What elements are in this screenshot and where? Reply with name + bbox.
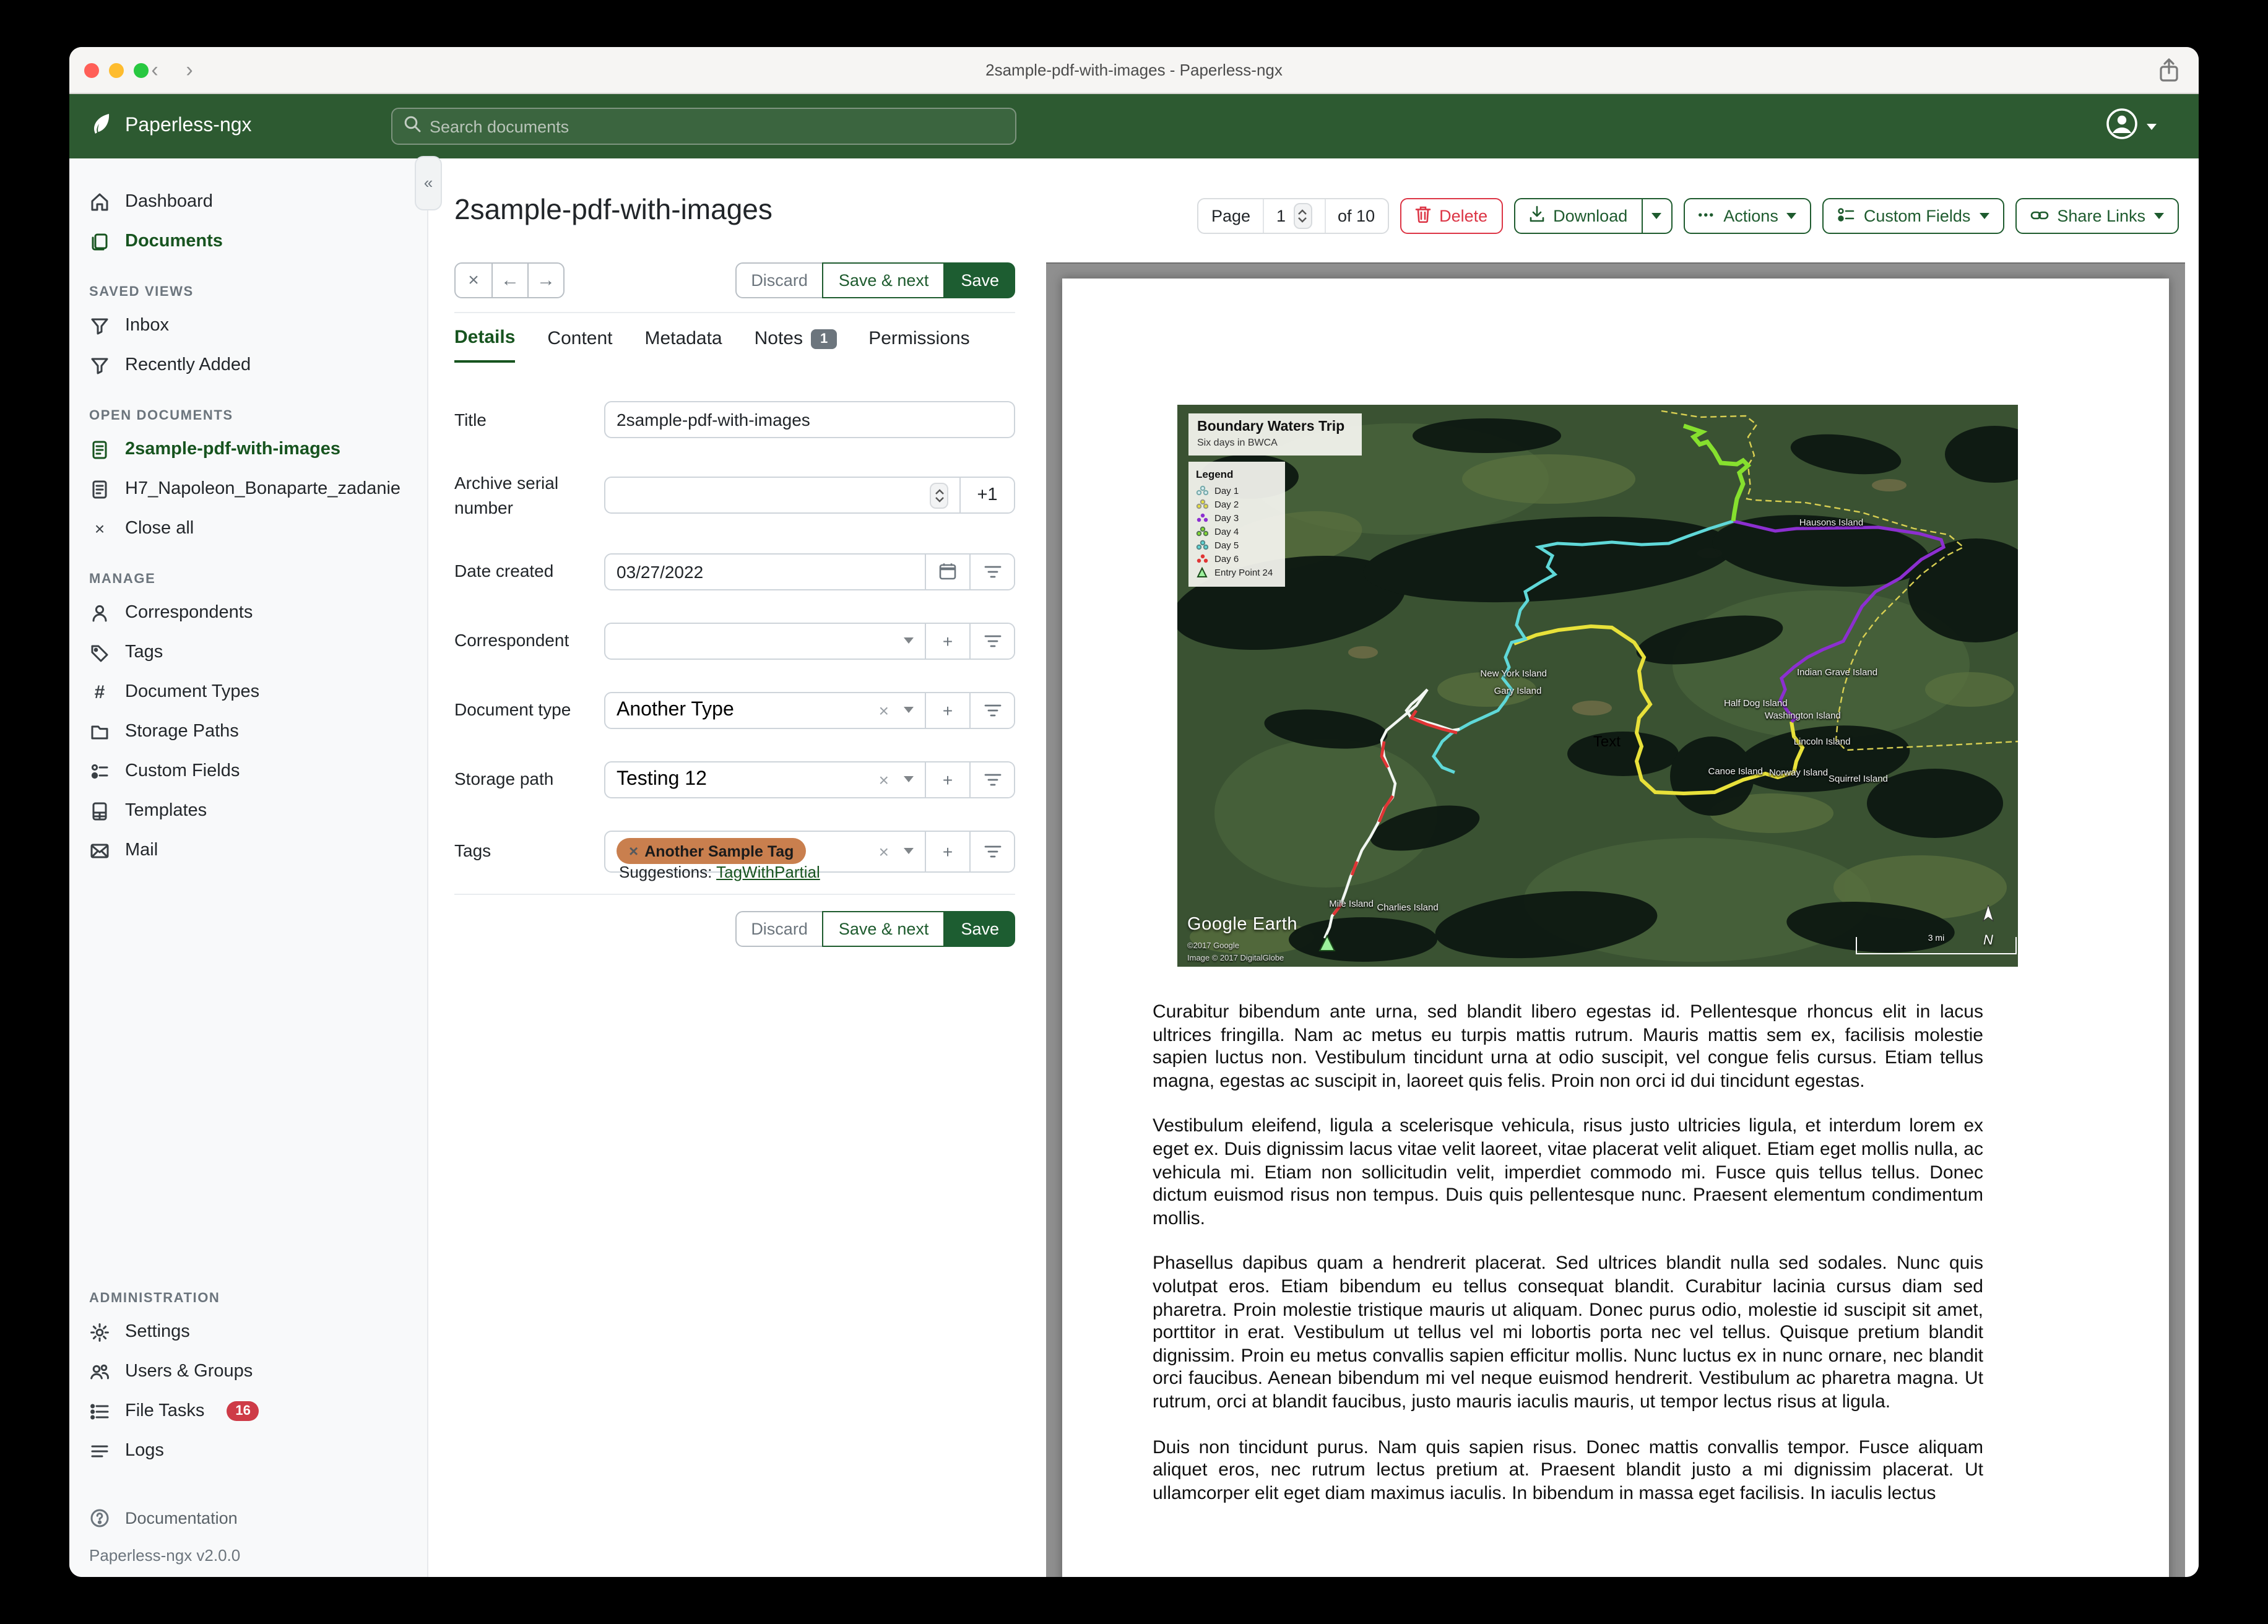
asn-label: Archive serial number xyxy=(454,473,559,518)
sidebar-collapse-button[interactable]: « xyxy=(415,156,442,210)
tab-metadata[interactable]: Metadata xyxy=(644,328,722,349)
page-label: Page xyxy=(1211,207,1250,225)
storage-path-filter-button[interactable] xyxy=(969,762,1014,797)
app-name: Paperless-ngx xyxy=(125,115,252,136)
document-type-add-button[interactable]: + xyxy=(925,693,969,727)
field-row-document-type xyxy=(454,691,1015,728)
paragraph: Duis non tincidunt purus. Nam quis sapien risus. Donec mattis convallis tempor. Fusce aliquam aliquet eros, nec rutrum lectus pretium at. Praesent blandit justo a mi dignissim placerat. Ut ullamcorper elit eget diam maximus iaculis. In bibendum in massa eget facilisis. In iaculis lectus xyxy=(1153,1436,1983,1504)
details-form xyxy=(454,381,1015,881)
filter-funnel-icon xyxy=(89,315,110,336)
tag-icon xyxy=(89,642,110,663)
google-earth-logo: Google Earth xyxy=(1187,915,1298,935)
actions-caret-icon xyxy=(1787,213,1797,219)
custom-fields-button[interactable]: Custom Fields xyxy=(1823,198,2004,234)
pdf-page xyxy=(1062,279,2169,1577)
map-text-annotation: Text xyxy=(1593,733,1621,751)
main-content xyxy=(428,158,2199,1577)
template-file-icon xyxy=(89,800,110,821)
storage-path-caret-icon xyxy=(904,776,914,782)
close-icon: × xyxy=(94,519,105,538)
save-button[interactable]: Save xyxy=(945,262,1015,298)
sidebar-item-templates[interactable]: Templates xyxy=(69,792,427,829)
tags-caret-icon xyxy=(904,848,914,854)
page-navigator xyxy=(1198,198,1388,234)
administration-header: ADMINISTRATION xyxy=(89,1291,220,1306)
tags-filter-button[interactable] xyxy=(969,831,1014,871)
sidebar-item-logs[interactable]: Logs xyxy=(69,1432,427,1469)
page-stepper[interactable] xyxy=(1293,203,1312,229)
saved-views-header: SAVED VIEWS xyxy=(89,285,194,300)
asn-stepper[interactable] xyxy=(930,483,948,509)
leaf-logo-icon xyxy=(89,111,114,142)
sidebar-item-tags[interactable]: Tags xyxy=(69,634,427,671)
map-image xyxy=(1177,405,2018,967)
tab-content[interactable]: Content xyxy=(547,328,613,349)
document-type-caret-icon xyxy=(904,707,914,713)
editor-tabs xyxy=(454,327,1015,363)
sidebar-item-correspondents[interactable]: Correspondents xyxy=(69,594,427,631)
document-text-icon xyxy=(89,478,110,499)
app-version: Paperless-ngx v2.0.0 xyxy=(89,1546,241,1565)
sidebar-item-custom-fields[interactable]: Custom Fields xyxy=(69,753,427,790)
history-back-icon[interactable]: ‹ xyxy=(151,58,158,82)
bottom-save-row xyxy=(454,911,1015,947)
map-label: Indian Grave Island xyxy=(1796,667,1878,678)
dots-icon: ••• xyxy=(1698,209,1715,223)
custom-fields-caret-icon xyxy=(1979,213,1989,219)
document-type-clear-icon[interactable]: × xyxy=(878,700,889,720)
search-bar[interactable] xyxy=(391,108,1016,145)
save-and-next-button-bottom[interactable]: Save & next xyxy=(823,911,945,947)
calendar-icon-button[interactable] xyxy=(925,554,969,589)
avatar-icon xyxy=(2106,107,2138,145)
link-icon xyxy=(2030,207,2048,225)
tab-details[interactable]: Details xyxy=(454,327,515,363)
titlebar xyxy=(69,47,2199,94)
sidebar-item-document-types[interactable]: # Document Types xyxy=(69,673,427,710)
date-created-input[interactable] xyxy=(617,561,914,581)
field-row-date-created xyxy=(454,553,1015,590)
share-icon[interactable] xyxy=(2157,57,2181,84)
search-input[interactable] xyxy=(430,117,1004,136)
page-number-input[interactable]: 1 xyxy=(1263,199,1324,233)
home-icon xyxy=(89,191,110,212)
logs-icon xyxy=(89,1440,110,1461)
map-label: Mile Island xyxy=(1329,898,1374,910)
correspondent-label: Correspondent xyxy=(454,630,569,650)
pdf-preview-pane[interactable] xyxy=(1046,262,2185,1577)
hash-icon: # xyxy=(94,681,105,702)
document-toolbar xyxy=(1198,198,2179,234)
paragraph: Phasellus dapibus quam a hendrerit placerat. Sed ultrices blandit nulla sed sodales. Nunc quis volutpat eros. Etiam bibendum eu tellus consequat blandit. Curabitur lacinia cursus diam sed pharetra. Proin molestie tristique mauris ut aliquam. Donec purus odio, molestie id suscipit sit amet, porttitor in erat. Vestibulum ut tellus vel mi lobortis porta nec vel tellus. Quisque pretium blandit dignissim. Proin eu metus convallis sapien efficitur mollis. Nunc luctus ex in nunc ornare, nec blandit orci faucibus. Aenean bibendum mi vel neque euismod hendrerit. Vestibulum ac pharetra magna. Ut rutrum, orci at blandit faucibus, justo mauris iaculis mauris, ut tempor lectus risus at ligula. xyxy=(1153,1253,1983,1412)
doc-nav-group xyxy=(454,262,565,298)
share-links-button[interactable]: Share Links xyxy=(2015,198,2179,234)
sidebar-open-doc-1[interactable]: 2sample-pdf-with-images xyxy=(69,431,427,468)
sidebar-item-mail[interactable]: Mail xyxy=(69,832,427,869)
map-label: Lincoln Island xyxy=(1793,735,1851,747)
suggestion-link[interactable]: TagWithPartial xyxy=(716,862,820,881)
correspondent-caret-icon xyxy=(904,637,914,644)
date-filter-button[interactable] xyxy=(969,554,1014,589)
map-label: Canoe Island xyxy=(1708,765,1763,777)
map-title-box: Boundary Waters Trip Six days in BWCA xyxy=(1188,413,1362,456)
document-type-select[interactable]: Another Type × xyxy=(605,693,925,727)
sidebar-item-dashboard[interactable]: Dashboard xyxy=(69,183,427,220)
sidebar-close-all[interactable]: × Close all xyxy=(69,510,427,547)
user-menu[interactable] xyxy=(2106,107,2157,145)
page-total: of 10 xyxy=(1324,199,1387,233)
next-document-button[interactable]: → xyxy=(527,264,563,297)
save-button-bottom[interactable]: Save xyxy=(945,911,1015,947)
correspondent-select[interactable] xyxy=(605,623,925,658)
compass-icon: N xyxy=(1980,905,1997,948)
map-scale-bar: 3 mi xyxy=(1856,937,2017,954)
open-documents-header: OPEN DOCUMENTS xyxy=(89,408,233,423)
paragraph: Curabitur bibendum ante urna, sed blandit libero egestas id. Pellentesque rhoncus elit in lacus ultrices fringilla. Nam ac metus eu turpis mattis rutrum. Mauris mattis sem ex, facilisis molestie sapien luctus non. Vestibulum tincidunt urna at odio suscipit, vel congue felis cursus. Etiam tellus magna, egestas ac suscipit in, laoreet quis felis. Proin non orci id dui tincidunt egestas. xyxy=(1153,1001,1983,1092)
sidebar-item-documents[interactable]: Documents xyxy=(69,223,427,260)
correspondent-add-button[interactable]: + xyxy=(925,623,969,658)
documents-icon xyxy=(89,231,110,252)
folder-icon xyxy=(89,721,110,742)
download-split-button xyxy=(1513,198,1672,234)
gear-icon xyxy=(89,1321,110,1342)
delete-button[interactable]: Delete xyxy=(1400,198,1502,234)
field-row-storage-path xyxy=(454,761,1015,798)
discard-button-bottom[interactable]: Discard xyxy=(735,911,824,947)
field-row-title xyxy=(454,401,1015,438)
close-document-button[interactable]: × xyxy=(468,270,479,291)
app-brand[interactable] xyxy=(89,111,252,142)
sidebar-item-settings[interactable]: Settings xyxy=(69,1313,427,1350)
user-menu-caret-icon xyxy=(2147,123,2157,129)
storage-path-label: Storage path xyxy=(454,769,554,789)
document-title-heading: 2sample-pdf-with-images xyxy=(454,193,773,225)
map-label: New York Island xyxy=(1480,668,1547,679)
previous-document-button[interactable]: ← xyxy=(491,264,527,297)
filter-funnel-icon xyxy=(89,355,110,376)
map-copyright-1: ©2017 Google xyxy=(1187,942,1240,951)
map-label: Charlies Island xyxy=(1377,902,1439,914)
download-button[interactable]: Download xyxy=(1513,198,1642,234)
manage-header: MANAGE xyxy=(89,572,156,587)
satellite-map-graphic xyxy=(1177,405,2018,967)
sidebar-item-recently-added[interactable]: Recently Added xyxy=(69,347,427,384)
history-forward-icon[interactable]: › xyxy=(186,58,193,82)
users-icon xyxy=(89,1361,110,1382)
sidebar-item-storage-paths[interactable]: Storage Paths xyxy=(69,713,427,750)
map-copyright-2: Image © 2017 DigitalGlobe xyxy=(1187,954,1284,963)
download-dropdown-caret[interactable] xyxy=(1642,198,1672,234)
person-icon xyxy=(89,602,110,623)
notes-count-badge: 1 xyxy=(812,329,836,348)
document-type-filter-button[interactable] xyxy=(969,693,1014,727)
storage-path-select[interactable]: Testing 12 × xyxy=(605,762,925,797)
trash-icon xyxy=(1414,205,1430,227)
custom-fields-icon xyxy=(1838,206,1855,226)
field-row-asn xyxy=(454,470,1015,520)
file-tasks-badge: 16 xyxy=(227,1401,259,1421)
map-legend: Legend Day 1 Day 2 Day 3 Day 4 Day 5 Day 6 Entry Point 24 xyxy=(1188,462,1285,587)
task-list-icon xyxy=(89,1401,110,1422)
document-body-text xyxy=(1153,1001,1983,1528)
documentation-link[interactable]: Documentation xyxy=(69,1499,427,1536)
paragraph: Vestibulum eleifend, ligula a scelerisque vehicula, risus justo ultricies ligula, et interdum lorem ex eget ex. Duis dignissim lacus vitae velit laoreet, vitae placerat velit aliquet. Etiam eget mollis nulla, ac vehicula mi. Etiam non sollicitudin velit, imperdiet commodo mi. Fusce quis tellus tellus. Donec dictum euismod risus non tempus. Duis quis pellentesque nunc. Praesent elementum condimentum mollis. xyxy=(1153,1115,1983,1229)
save-button-group-bottom xyxy=(735,911,1015,947)
search-icon xyxy=(404,114,421,138)
tab-notes[interactable]: Notes 1 xyxy=(755,327,837,363)
tag-remove-icon[interactable]: × xyxy=(629,842,639,861)
divider xyxy=(454,894,1015,895)
tags-add-button[interactable]: + xyxy=(925,831,969,871)
actions-button[interactable]: ••• Actions xyxy=(1683,198,1812,234)
map-label: Gary Island xyxy=(1494,685,1542,696)
date-created-label: Date created xyxy=(454,561,554,581)
help-circle-icon xyxy=(89,1507,110,1528)
asn-plus-one-button[interactable]: +1 xyxy=(959,478,1014,513)
map-label: Washington Island xyxy=(1764,710,1841,722)
custom-fields-icon xyxy=(89,761,110,782)
save-button-group xyxy=(735,262,1015,298)
download-icon xyxy=(1528,205,1544,227)
correspondent-filter-button[interactable] xyxy=(969,623,1014,658)
app-header xyxy=(69,94,2199,158)
map-label: Squirrel Island xyxy=(1829,772,1888,784)
storage-path-clear-icon[interactable]: × xyxy=(878,769,889,790)
tags-label: Tags xyxy=(454,840,491,861)
save-and-next-button[interactable]: Save & next xyxy=(823,262,945,298)
sidebar xyxy=(69,158,428,1577)
share-links-caret-icon xyxy=(2154,213,2164,219)
sidebar-open-doc-2[interactable]: H7_Napoleon_Bonaparte_zadanie xyxy=(69,470,427,508)
document-type-label: Document type xyxy=(454,699,571,720)
title-input[interactable] xyxy=(617,410,1003,430)
document-text-icon xyxy=(89,439,110,460)
discard-button[interactable]: Discard xyxy=(735,262,824,298)
tags-clear-icon[interactable]: × xyxy=(878,841,889,862)
field-row-correspondent xyxy=(454,622,1015,659)
divider xyxy=(454,312,1015,313)
sidebar-item-users-groups[interactable]: Users & Groups xyxy=(69,1353,427,1390)
mail-icon xyxy=(89,840,110,861)
window-title: 2sample-pdf-with-images - Paperless-ngx xyxy=(985,61,1283,79)
map-label: Hausons Island xyxy=(1799,517,1864,529)
title-label: Title xyxy=(454,409,487,430)
editor-nav-row xyxy=(454,262,1015,298)
sidebar-item-file-tasks[interactable]: File Tasks 16 xyxy=(69,1393,427,1430)
tag-suggestions: Suggestions: TagWithPartial xyxy=(619,862,820,881)
browser-window xyxy=(69,47,2199,1577)
sidebar-item-inbox[interactable]: Inbox xyxy=(69,307,427,344)
map-label: Norway Island xyxy=(1769,767,1829,779)
asn-input[interactable] xyxy=(605,478,959,513)
tag-chip[interactable]: × Another Sample Tag xyxy=(617,838,806,864)
tab-permissions[interactable]: Permissions xyxy=(868,328,970,349)
map-label: Half Dog Island xyxy=(1724,698,1788,709)
storage-path-add-button[interactable]: + xyxy=(925,762,969,797)
